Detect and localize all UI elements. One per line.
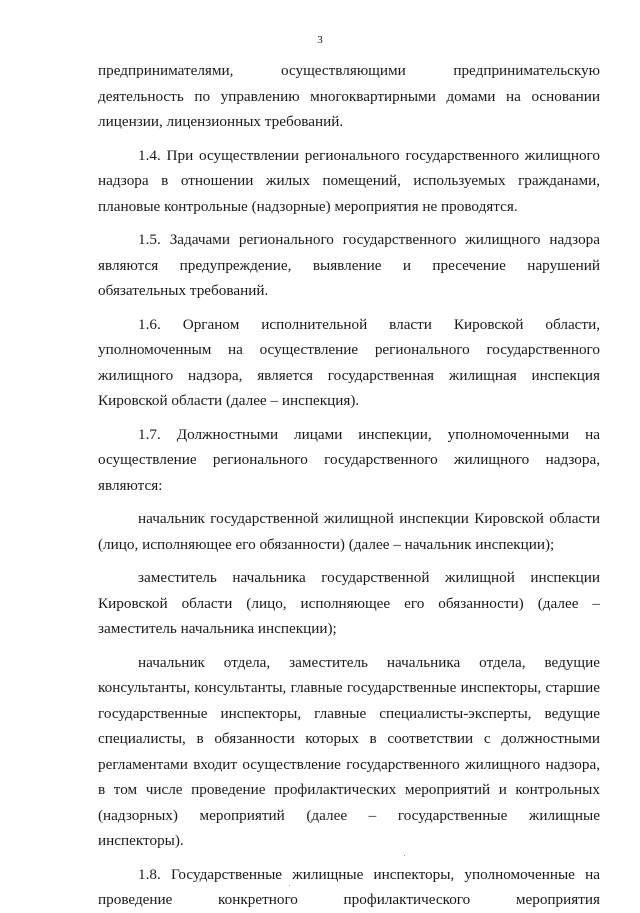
list-item-deputy-head: заместитель начальника государственной жилищной инспекции Кировской области (лицо, исполняющее его обязанности) (далее – заместитель начальника инспекции); [98, 569, 600, 637]
scan-speck [289, 885, 290, 886]
paragraph-1-5: 1.5. Задачами регионального государственного жилищного надзора являются предупреждение, выявление и пресечение нарушений обязательных требований. [98, 231, 600, 299]
list-item-inspectors: начальник отдела, заместитель начальника отдела, ведущие консультанты, консультанты, главные государственные инспекторы, старшие государственные инспекторы, главные специалисты-эксперты, ведущие специалисты, в обязанности которых в соответствии с должностными регламентами входит осуществление государственного жилищного надзора, в том числе проведение профилактических мероприятий и контрольных (надзорных) мероприятий (далее – государственные жилищные инспекторы). [98, 653, 600, 849]
scan-speck [404, 855, 405, 856]
page-number: 3 [317, 34, 323, 46]
paragraph-1-7: 1.7. Должностными лицами инспекции, уполномоченными на осуществление регионального государственного жилищного надзора, являются: [98, 425, 600, 494]
paragraph-1-6: 1.6. Органом исполнительной власти Кировской области, уполномоченным на осуществление регионального государственного жилищного надзора, является государственная жилищная инспекция Кировской области (далее – инспекция). [98, 315, 600, 409]
paragraph-1-8: 1.8. Государственные жилищные инспекторы, уполномоченные на проведение конкретного профилактического мероприятия [98, 865, 600, 908]
document-body [98, 58, 600, 913]
list-item-head-of-inspection: начальник государственной жилищной инспекции Кировской области (лицо, исполняющее его обязанности) (далее – начальник инспекции); [98, 510, 600, 553]
paragraph-continuation: предпринимателями, осуществляющими предпринимательскую деятельность по управлению многоквартирными домами на основании лицензии, лицензионных требований. [98, 62, 600, 130]
paragraph-1-4: 1.4. При осуществлении регионального государственного жилищного надзора в отношении жилых помещений, используемых гражданами, плановые контрольные (надзорные) мероприятия не проводятся. [98, 146, 600, 215]
